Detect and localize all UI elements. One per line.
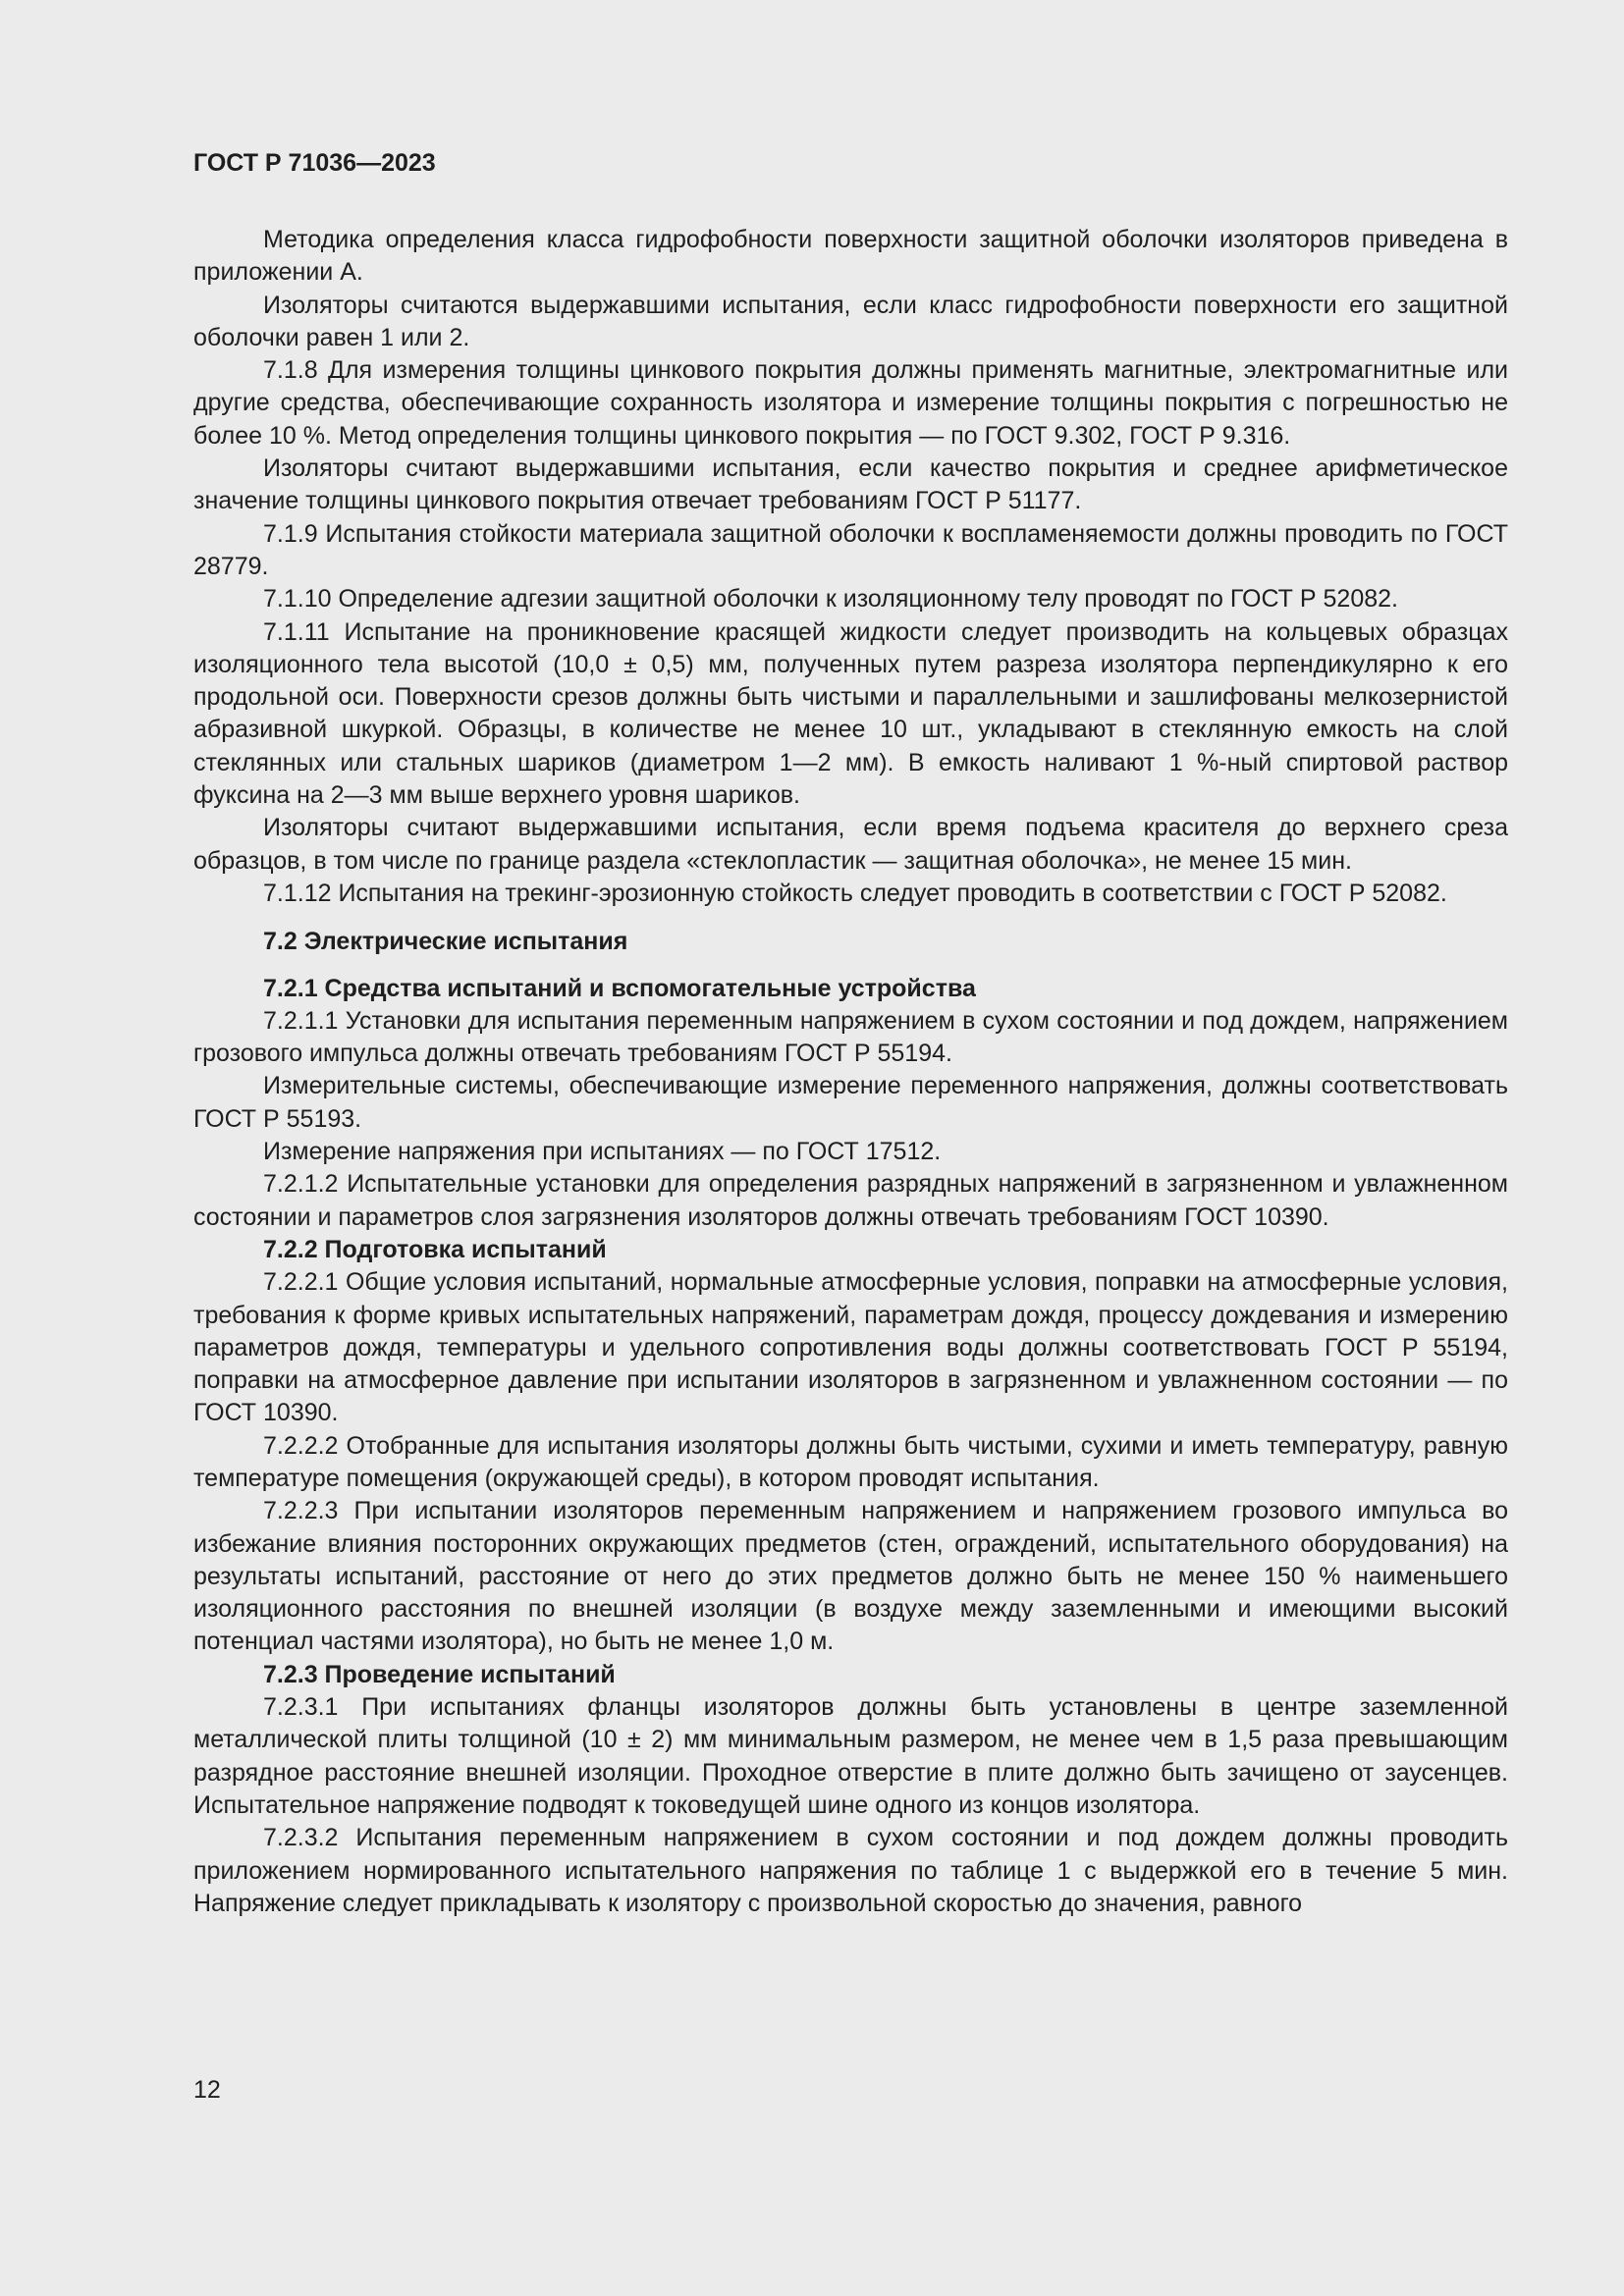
body-paragraph: 7.2.1.2 Испытательные установки для определения разрядных напряжений в загрязненном и увлажненном состоянии и параметров слоя загрязнения изоляторов должны отвечать требованиям ГОСТ 10390. <box>193 1170 1508 1231</box>
page-number: 12 <box>193 2076 221 2104</box>
section-heading: 7.2.3 Проведение испытаний <box>263 1660 616 1688</box>
body-paragraph: 7.1.9 Испытания стойкости материала защитной оболочки к воспламеняемости должны проводить по ГОСТ 28779. <box>193 519 1508 580</box>
document-header: ГОСТ Р 71036—2023 <box>193 149 436 177</box>
body-paragraph: Изоляторы считают выдержавшими испытания, если время подъема красителя до верхнего среза образцов, в том числе по границе раздела «стеклопластик — защитная оболочка», не менее 15 мин. <box>193 814 1508 875</box>
body-paragraph: 7.2.1.1 Установки для испытания переменным напряжением в сухом состоянии и под дождем, напряжением грозового импульса должны отвечать требованиям ГОСТ Р 55194. <box>193 1006 1508 1068</box>
section-heading: 7.2.1 Средства испытаний и вспомогательные устройства <box>263 974 976 1002</box>
body-paragraph: Измерительные системы, обеспечивающие измерение переменного напряжения, должны соответствовать ГОСТ Р 55193. <box>193 1072 1508 1133</box>
body-paragraph: 7.1.12 Испытания на трекинг-эрозионную стойкость следует проводить в соответствии с ГОСТ Р 52082. <box>263 879 1447 907</box>
body-paragraph: 7.2.3.2 Испытания переменным напряжением в сухом состоянии и под дождем должны проводить приложением нормированного испытательного напряжения по таблице 1 с выдержкой его в течение 5 мин. Напряжение следует прикладывать к изолятору с произвольной скоростью до значения, равного <box>193 1824 1508 1917</box>
body-paragraph: 7.1.10 Определение адгезии защитной оболочки к изоляционному телу проводят по ГОСТ Р 52082. <box>263 585 1398 614</box>
body-paragraph: 7.1.8 Для измерения толщины цинкового покрытия должны применять магнитные, электромагнитные или другие средства, обеспечивающие сохранность изолятора и измерение толщины покрытия с погрешностью не более 10 %. Метод определения толщины цинкового покрытия — по ГОСТ 9.302, ГОСТ Р 9.316. <box>193 356 1508 450</box>
body-paragraph: Методика определения класса гидрофобности поверхности защитной оболочки изоляторов приведена в приложении А. <box>193 226 1508 287</box>
section-heading: 7.2.2 Подготовка испытаний <box>263 1235 607 1263</box>
body-paragraph: Измерение напряжения при испытаниях — по ГОСТ 17512. <box>263 1138 942 1166</box>
body-paragraph: 7.2.2.1 Общие условия испытаний, нормальные атмосферные условия, поправки на атмосферные условия, требования к форме кривых испытательных напряжений, параметрам дождя, процессу дождевания и измерению параметров дождя, температуры и удельного сопротивления воды должны соответствовать ГОСТ Р 55194, поправки на атмосферное давление при испытании изоляторов в загрязненном и увлажненном состоянии — по ГОСТ 10390. <box>193 1268 1508 1427</box>
body-paragraph: Изоляторы считают выдержавшими испытания, если качество покрытия и среднее арифметическое значение толщины цинкового покрытия отвечает требованиям ГОСТ Р 51177. <box>193 454 1508 515</box>
section-heading: 7.2 Электрические испытания <box>263 928 628 956</box>
body-paragraph: 7.2.2.2 Отобранные для испытания изоляторы должны быть чистыми, сухими и иметь температуру, равную температуре помещения (окружающей среды), в котором проводят испытания. <box>193 1431 1508 1492</box>
document-body <box>193 224 1508 1920</box>
body-paragraph: Изоляторы считаются выдержавшими испытания, если класс гидрофобности поверхности его защитной оболочки равен 1 или 2. <box>193 291 1508 351</box>
body-paragraph: 7.2.2.3 При испытании изоляторов переменным напряжением и напряжением грозового импульса во избежание влияния посторонних окружающих предметов (стен, ограждений, испытательного оборудования) на результаты испытаний, расстояние от него до этих предметов должно быть не менее 150 % наименьшего изоляционного расстояния по внешней изоляции (в воздухе между заземленными и имеющими высокий потенциал частями изолятора), но быть не менее 1,0 м. <box>193 1497 1508 1656</box>
body-paragraph: 7.2.3.1 При испытаниях фланцы изоляторов должны быть установлены в центре заземленной металлической плиты толщиной (10 ± 2) мм минимальным размером, не менее чем в 1,5 раза превышающим разрядное расстояние внешней изоляции. Проходное отверстие в плите должно быть зачищено от заусенцев. Испытательное напряжение подводят к токоведущей шине одного из концов изолятора. <box>193 1693 1508 1819</box>
body-paragraph: 7.1.11 Испытание на проникновение красящей жидкости следует производить на кольцевых образцах изоляционного тела высотой (10,0 ± 0,5) мм, полученных путем разреза изолятора перпендикулярно к его продольной оси. Поверхности срезов должны быть чистыми и параллельными и зашлифованы мелкозернистой абразивной шкуркой. Образцы, в количестве не менее 10 шт., укладывают в стеклянную емкость на слой стеклянных или стальных шариков (диаметром 1—2 мм). В емкость наливают 1 %-ный спиртовой раствор фуксина на 2—3 мм выше верхнего уровня шариков. <box>193 617 1508 810</box>
